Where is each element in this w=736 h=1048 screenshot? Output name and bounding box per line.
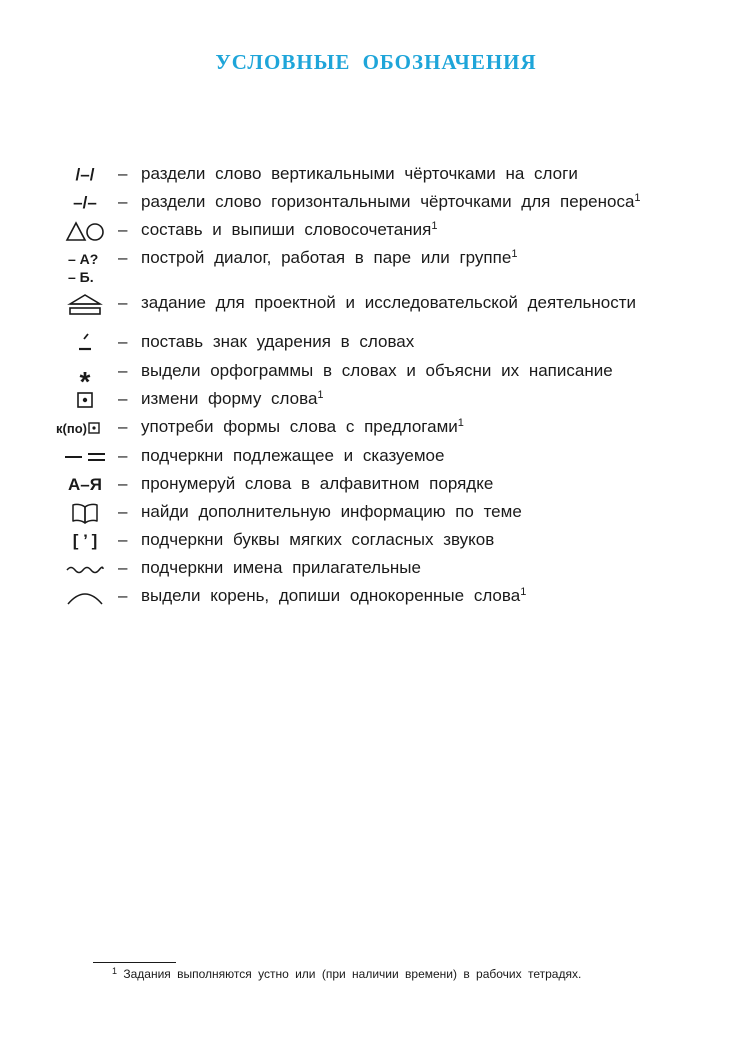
list-item: /–/ – раздели слово вертикальными чёрточками на слоги (56, 162, 696, 188)
dialogue-symbol: – А? – Б. (68, 251, 99, 285)
syllable-divider-symbol: /–/ (75, 165, 95, 184)
triangle-circle-icon (56, 218, 114, 244)
page-title: УСЛОВНЫЕ ОБОЗНАЧЕНИЯ (215, 50, 537, 74)
soft-consonant-symbol: [ ’ ] (72, 531, 98, 550)
footnote-ref: 1 (511, 248, 518, 260)
list-item: –/– – раздели слово горизонтальными чёрточками для переноса$^1$ (56, 190, 696, 216)
underline-subject-predicate-icon (56, 444, 114, 470)
open-book-icon (56, 500, 114, 526)
item-text: употреби формы слова с предлогами (141, 417, 458, 436)
item-text: выдели орфограммы в словах и объясни их написание (141, 361, 613, 380)
footnote-text: Задания выполняются устно или (при наличии времени) в рабочих тетрадях. (123, 967, 582, 981)
item-text: построй диалог, работая в паре или группе (141, 248, 512, 267)
list-item: – выдели корень, допиши однокоренные слова$^1$ (56, 584, 696, 610)
wavy-line-icon (56, 556, 114, 582)
footnote (112, 967, 581, 981)
item-text: задание для проектной и исследовательской деятельности (141, 293, 637, 312)
dotted-square-icon (88, 422, 100, 434)
stress-mark-icon (56, 330, 114, 356)
list-item: [ ’ ] – подчеркни буквы мягких согласных звуков (56, 528, 696, 554)
item-text: раздели слово вертикальными чёрточками на слоги (141, 164, 578, 183)
house-roof-icon (56, 288, 114, 322)
list-item: – задание для проектной и исследовательской деятельности (56, 288, 696, 322)
arc-root-icon (56, 584, 114, 610)
item-text: выдели корень, допиши однокоренные слова (141, 586, 521, 605)
item-text: поставь знак ударения в словах (141, 332, 415, 351)
item-text: составь и выпиши словосочетания (141, 220, 432, 239)
item-text: подчеркни буквы мягких согласных звуков (141, 530, 495, 549)
dotted-square-icon (56, 387, 114, 413)
footnote-ref: 1 (634, 192, 641, 204)
list-item: – измени форму слова$^1$ (56, 387, 696, 413)
preposition-form-symbol: к(по) (56, 415, 114, 441)
list-item: – составь и выпиши словосочетания$^1$ (56, 218, 696, 244)
list-item: к(по) – употреби формы слова с предлогами$^1$ (56, 415, 696, 441)
footnote-ref: 1 (431, 220, 438, 232)
list-item: – А? – Б. – построй диалог, работая в паре или группе$^1$ (56, 246, 696, 286)
item-text: подчеркни имена прилагательные (141, 558, 421, 577)
item-text: раздели слово горизонтальными чёрточками для переноса (141, 192, 635, 211)
list-item: – подчеркни имена прилагательные (56, 556, 696, 582)
footnote-ref: 1 (520, 586, 527, 598)
item-text: измени форму слова (141, 389, 318, 408)
alphabet-order-symbol: А–Я (68, 475, 102, 494)
list-item: А–Я – пронумеруй слова в алфавитном порядке (56, 472, 696, 498)
list-item: * – выдели орфограммы в словах и объясни их написание (56, 359, 696, 385)
asterisk-symbol: * (79, 366, 91, 397)
item-text: пронумеруй слова в алфавитном порядке (141, 474, 494, 493)
item-text: подчеркни подлежащее и сказуемое (141, 446, 445, 465)
hyphenation-divider-symbol: –/– (73, 193, 97, 212)
footnote-ref: 1 (317, 389, 324, 401)
footnote-divider (93, 962, 176, 963)
footnote-ref: 1 (457, 417, 464, 429)
list-item: – найди дополнительную информацию по теме (56, 500, 696, 526)
footnote-marker: 1 (112, 966, 118, 976)
item-text: найди дополнительную информацию по теме (141, 502, 522, 521)
list-item: – поставь знак ударения в словах (56, 330, 696, 356)
list-item: – подчеркни подлежащее и сказуемое (56, 444, 696, 470)
